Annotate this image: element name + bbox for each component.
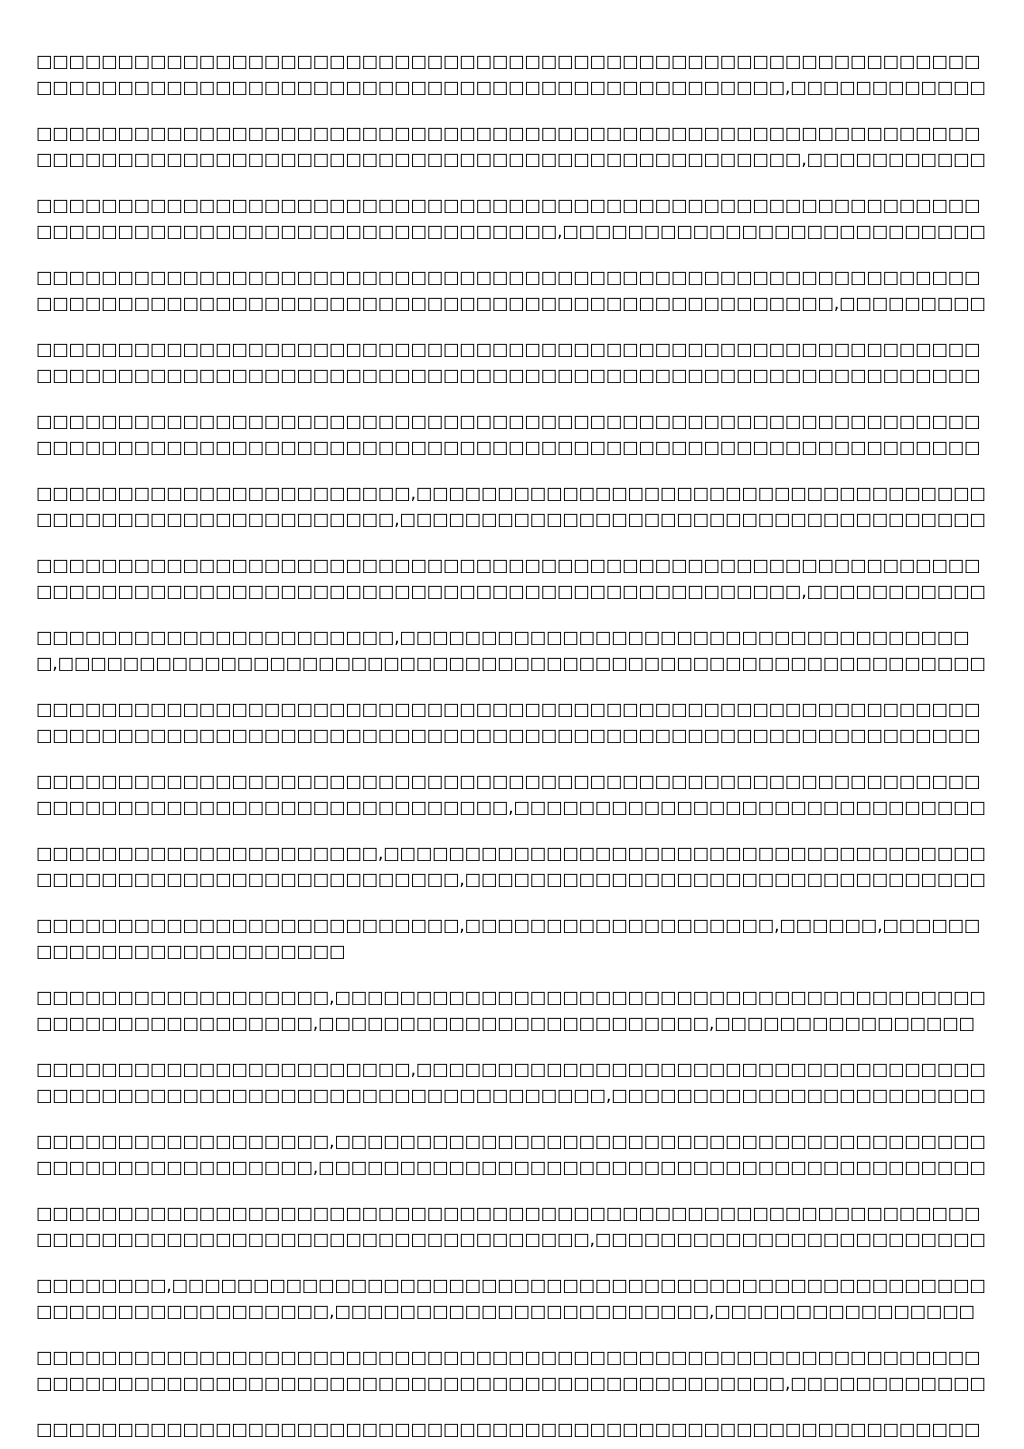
paragraph-10: □□□□□□□□□□□□□□□□□□□□□□□□□□□□□□□□□□□□□□□□□□□□□□□□□□□□□□□□□□□□□□□□□□□□□□□□□□□□□□□□□□□□□□□□□□□□□□□□□□□□□□□□□□□□□□□□□□□□ xyxy=(36,700,981,746)
paragraph-8: □□□□□□□□□□□□□□□□□□□□□□□□□□□□□□□□□□□□□□□□□□□□□□□□□□□□□□□□□□□□□□□□□□□□□□□□□□□□□□□□□□□□□□□□□□□□□□□□□□□□□□□□□,□□□□□□□□□□□ xyxy=(36,556,986,602)
paragraph-18: □□□□□□□□,□□□□□□□□□□□□□□□□□□□□□□□□□□□□□□□□□□□□□□□□□□□□□□□□□□□□□□□□□□□□□□□□□□□□,□□□□□□□□□□□□□□□□□□□□□□□,□□□□□□□□□□□□□□□□ xyxy=(36,1276,986,1322)
document-page xyxy=(36,40,989,1440)
paragraph-2: □□□□□□□□□□□□□□□□□□□□□□□□□□□□□□□□□□□□□□□□□□□□□□□□□□□□□□□□□□□□□□□□□□□□□□□□□□□□□□□□□□□□□□□□□□□□□□□□□□□□□□□□□,□□□□□□□□□□□ xyxy=(36,124,986,170)
paragraph-6: □□□□□□□□□□□□□□□□□□□□□□□□□□□□□□□□□□□□□□□□□□□□□□□□□□□□□□□□□□□□□□□□□□□□□□□□□□□□□□□□□□□□□□□□□□□□□□□□□□□□□□□□□□□□□□□□□□□□ xyxy=(36,412,981,458)
paragraph-17: □□□□□□□□□□□□□□□□□□□□□□□□□□□□□□□□□□□□□□□□□□□□□□□□□□□□□□□□□□□□□□□□□□□□□□□□□□□□□□□□□□□□□□□□□□□□,□□□□□□□□□□□□□□□□□□□□□□□□ xyxy=(36,1204,986,1250)
paragraph-5: □□□□□□□□□□□□□□□□□□□□□□□□□□□□□□□□□□□□□□□□□□□□□□□□□□□□□□□□□□□□□□□□□□□□□□□□□□□□□□□□□□□□□□□□□□□□□□□□□□□□□□□□□□□□□□□□□□□□ xyxy=(36,340,981,386)
paragraph-16: □□□□□□□□□□□□□□□□□□,□□□□□□□□□□□□□□□□□□□□□□□□□□□□□□□□□□□□□□□□□□□□□□□□□□□□□□□□□,□□□□□□□□□□□□□□□□□□□□□□□□□□□□□□□□□□□□□□□□□ xyxy=(36,1132,986,1178)
paragraph-7: □□□□□□□□□□□□□□□□□□□□□□□,□□□□□□□□□□□□□□□□□□□□□□□□□□□□□□□□□□□□□□□□□□□□□□□□□□□□□□□□□,□□□□□□□□□□□□□□□□□□□□□□□□□□□□□□□□□□□□ xyxy=(36,484,986,530)
paragraph-9: □□□□□□□□□□□□□□□□□□□□□□,□□□□□□□□□□□□□□□□□□□□□□□□□□□□□□□□□□□□,□□□□□□□□□□□□□□□□□□□□□□□□□□□□□□□□□□□□□□□□□□□□□□□□□□□□□□□□□ xyxy=(36,628,986,674)
paragraph-14: □□□□□□□□□□□□□□□□□□,□□□□□□□□□□□□□□□□□□□□□□□□□□□□□□□□□□□□□□□□□□□□□□□□□□□□□□□□□,□□□□□□□□□□□□□□□□□□□□□□□□,□□□□□□□□□□□□□□□□ xyxy=(36,988,986,1034)
paragraph-13: □□□□□□□□□□□□□□□□□□□□□□□□□□,□□□□□□□□□□□□□□□□□□□,□□□□□□,□□□□□□□□□□□□□□□□□□□□□□□□□ xyxy=(36,916,981,962)
paragraph-3: □□□□□□□□□□□□□□□□□□□□□□□□□□□□□□□□□□□□□□□□□□□□□□□□□□□□□□□□□□□□□□□□□□□□□□□□□□□□□□□□□□□□□□□□□□,□□□□□□□□□□□□□□□□□□□□□□□□□□ xyxy=(36,196,986,242)
paragraph-1: □□□□□□□□□□□□□□□□□□□□□□□□□□□□□□□□□□□□□□□□□□□□□□□□□□□□□□□□□□□□□□□□□□□□□□□□□□□□□□□□□□□□□□□□□□□□□□□□□□□□□□□□,□□□□□□□□□□□□ xyxy=(36,52,986,98)
paragraph-11: □□□□□□□□□□□□□□□□□□□□□□□□□□□□□□□□□□□□□□□□□□□□□□□□□□□□□□□□□□□□□□□□□□□□□□□□□□□□□□□□□□□□□□□,□□□□□□□□□□□□□□□□□□□□□□□□□□□□□ xyxy=(36,772,986,818)
paragraph-19: □□□□□□□□□□□□□□□□□□□□□□□□□□□□□□□□□□□□□□□□□□□□□□□□□□□□□□□□□□□□□□□□□□□□□□□□□□□□□□□□□□□□□□□□□□□□□□□□□□□□□□□□,□□□□□□□□□□□□ xyxy=(36,1348,986,1394)
paragraph-20: □□□□□□□□□□□□□□□□□□□□□□□□□□□□□□□□□□□□□□□□□□□□□□□□□□□□□□□□□□ xyxy=(36,1420,981,1440)
paragraph-12: □□□□□□□□□□□□□□□□□□□□□,□□□□□□□□□□□□□□□□□□□□□□□□□□□□□□□□□□□□□□□□□□□□□□□□□□□□□□□□□□□□□□□,□□□□□□□□□□□□□□□□□□□□□□□□□□□□□□□□ xyxy=(36,844,986,890)
paragraph-15: □□□□□□□□□□□□□□□□□□□□□□□,□□□□□□□□□□□□□□□□□□□□□□□□□□□□□□□□□□□□□□□□□□□□□□□□□□□□□□□□□□□□□□□□□□□□□□,□□□□□□□□□□□□□□□□□□□□□□□ xyxy=(36,1060,986,1106)
paragraph-4: □□□□□□□□□□□□□□□□□□□□□□□□□□□□□□□□□□□□□□□□□□□□□□□□□□□□□□□□□□□□□□□□□□□□□□□□□□□□□□□□□□□□□□□□□□□□□□□□□□□□□□□□□□□,□□□□□□□□□ xyxy=(36,268,986,314)
